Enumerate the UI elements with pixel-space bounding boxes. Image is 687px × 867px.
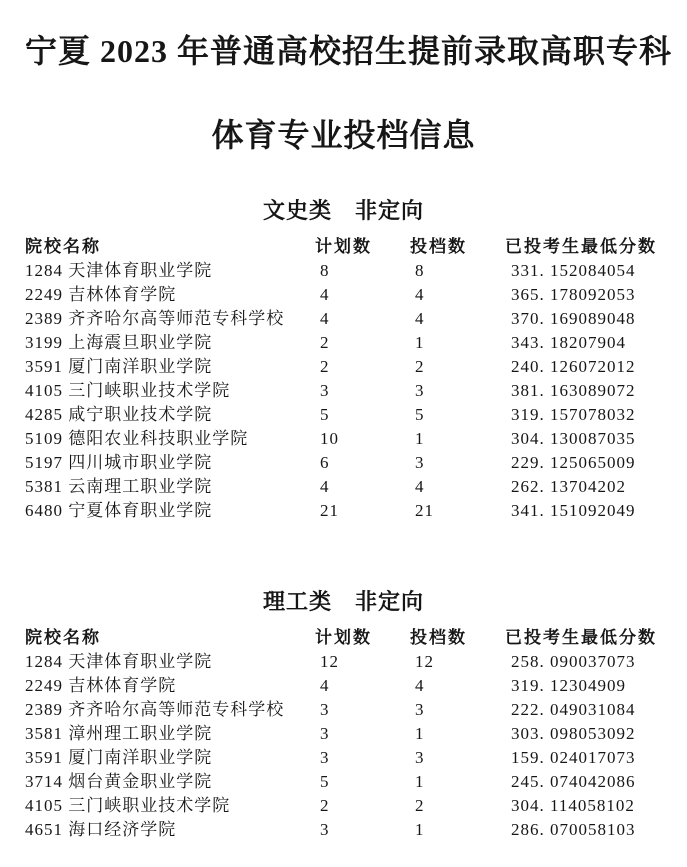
col-header-plan-count: 计划数 [315,237,372,256]
cell-name: 2389 齐齐哈尔高等师范专科学校 [25,700,285,719]
col-header-college-name: 院校名称 [25,237,101,256]
cell-name: 4105 三门峡职业技术学院 [25,796,231,815]
cell-score: 245. 074042086 [511,772,636,791]
cell-file: 3 [415,453,425,472]
table-row [25,307,662,331]
table-row [25,403,662,427]
cell-plan: 21 [320,501,339,520]
section-liberal-arts [25,196,662,523]
cell-plan: 8 [320,261,330,280]
page-title-line1: 宁夏 2023 年普通高校招生提前录取高职专科 [25,33,673,69]
section-science [25,587,662,842]
table-row [25,499,662,523]
cell-name: 3591 厦门南洋职业学院 [25,357,213,376]
cell-name: 3199 上海震旦职业学院 [25,333,213,352]
cell-name: 1284 天津体育职业学院 [25,261,213,280]
table-row [25,331,662,355]
col-header-filed-count: 投档数 [410,628,467,647]
cell-name: 4651 海口经济学院 [25,820,177,839]
col-header-plan-count: 计划数 [315,628,372,647]
cell-file: 2 [415,796,425,815]
cell-name: 3591 厦门南洋职业学院 [25,748,213,767]
table-row [25,794,662,818]
cell-score: 222. 049031084 [511,700,636,719]
table-row [25,746,662,770]
cell-plan: 2 [320,333,330,352]
page-title-line2: 体育专业投档信息 [211,117,476,153]
table-row [25,722,662,746]
cell-name: 2389 齐齐哈尔高等师范专科学校 [25,309,285,328]
cell-file: 2 [415,357,425,376]
table-row [25,475,662,499]
cell-score: 331. 152084054 [511,261,636,280]
cell-name: 5381 云南理工职业学院 [25,477,213,496]
col-header-min-score: 已投考生最低分数 [505,237,657,256]
cell-name: 1284 天津体育职业学院 [25,652,213,671]
cell-name: 2249 吉林体育学院 [25,285,177,304]
table-body-liberal-arts [25,259,662,523]
cell-file: 1 [415,429,425,448]
cell-plan: 6 [320,453,330,472]
cell-file: 4 [415,477,425,496]
cell-plan: 10 [320,429,339,448]
cell-file: 1 [415,724,425,743]
col-header-college-name: 院校名称 [25,628,101,647]
cell-name: 4105 三门峡职业技术学院 [25,381,231,400]
cell-score: 286. 070058103 [511,820,636,839]
table-row [25,770,662,794]
table-row [25,650,662,674]
cell-plan: 3 [320,700,330,719]
section-title-science: 理工类 非定向 [262,589,424,614]
cell-score: 370. 169089048 [511,309,636,328]
cell-plan: 4 [320,285,330,304]
cell-score: 240. 126072012 [511,357,636,376]
cell-name: 6480 宁夏体育职业学院 [25,501,213,520]
cell-plan: 2 [320,357,330,376]
col-header-filed-count: 投档数 [410,237,467,256]
cell-score: 303. 098053092 [511,724,636,743]
cell-score: 319. 157078032 [511,405,636,424]
table-row [25,355,662,379]
cell-score: 262. 13704202 [511,477,626,496]
cell-score: 365. 178092053 [511,285,636,304]
cell-plan: 3 [320,724,330,743]
cell-name: 5109 德阳农业科技职业学院 [25,429,249,448]
cell-name: 4285 咸宁职业技术学院 [25,405,213,424]
table-row [25,283,662,307]
cell-file: 12 [415,652,434,671]
cell-name: 3581 漳州理工职业学院 [25,724,213,743]
table-row [25,674,662,698]
cell-score: 343. 18207904 [511,333,626,352]
cell-file: 4 [415,309,425,328]
cell-score: 258. 090037073 [511,652,636,671]
cell-score: 229. 125065009 [511,453,636,472]
cell-plan: 4 [320,477,330,496]
table-row [25,379,662,403]
table-row [25,818,662,842]
cell-file: 3 [415,700,425,719]
table-row [25,259,662,283]
cell-name: 5197 四川城市职业学院 [25,453,213,472]
cell-plan: 3 [320,381,330,400]
section-title-liberal-arts: 文史类 非定向 [262,198,424,223]
cell-plan: 5 [320,772,330,791]
cell-file: 4 [415,676,425,695]
cell-score: 341. 151092049 [511,501,636,520]
cell-file: 5 [415,405,425,424]
table-body-science [25,650,662,842]
cell-file: 1 [415,820,425,839]
cell-file: 1 [415,333,425,352]
cell-score: 159. 024017073 [511,748,636,767]
table-header [25,235,662,259]
cell-plan: 2 [320,796,330,815]
cell-file: 1 [415,772,425,791]
cell-score: 381. 163089072 [511,381,636,400]
cell-file: 4 [415,285,425,304]
cell-file: 3 [415,381,425,400]
table-header [25,626,662,650]
cell-score: 319. 12304909 [511,676,626,695]
cell-file: 21 [415,501,434,520]
cell-plan: 3 [320,820,330,839]
cell-file: 8 [415,261,425,280]
document [0,28,687,842]
cell-name: 2249 吉林体育学院 [25,676,177,695]
cell-plan: 5 [320,405,330,424]
cell-score: 304. 130087035 [511,429,636,448]
cell-plan: 3 [320,748,330,767]
cell-plan: 4 [320,676,330,695]
table-row [25,698,662,722]
cell-score: 304. 114058102 [511,796,635,815]
cell-plan: 4 [320,309,330,328]
table-row [25,451,662,475]
cell-name: 3714 烟台黄金职业学院 [25,772,213,791]
cell-file: 3 [415,748,425,767]
col-header-min-score: 已投考生最低分数 [505,628,657,647]
cell-plan: 12 [320,652,339,671]
table-row [25,427,662,451]
